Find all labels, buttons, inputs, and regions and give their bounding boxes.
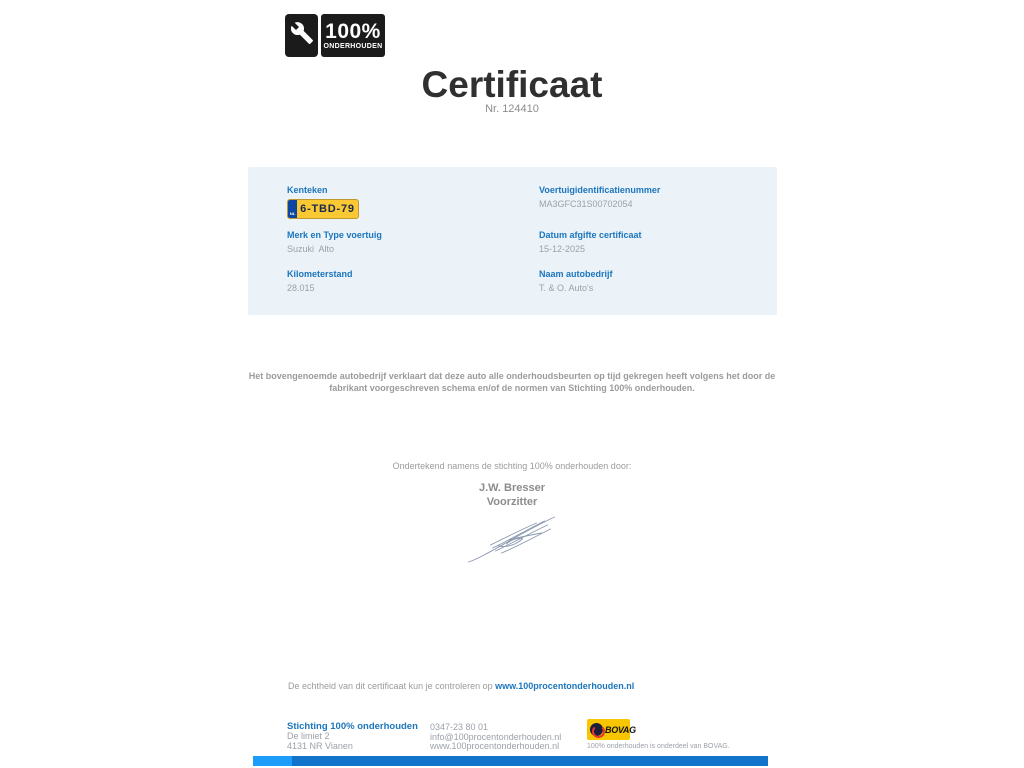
footer-contact-block xyxy=(430,723,561,752)
vin-value: MA3GFC31S00702054 xyxy=(539,199,633,209)
footer-phone: 0347-23 80 01 xyxy=(430,722,489,732)
field-bedrijf xyxy=(539,269,613,293)
field-kenteken xyxy=(287,185,359,219)
kilometerstand-value: 28.015 xyxy=(287,283,315,293)
footer-address-line2: 4131 NR Vianen xyxy=(287,740,353,751)
footer-address-line1: De limiet 2 xyxy=(287,731,330,741)
logo-icon-block xyxy=(285,14,318,57)
datum-label: Datum afgifte certificaat xyxy=(539,230,642,240)
stripe-light-segment xyxy=(253,756,292,766)
signing-intro: Ondertekend namens de stichting 100% onderhouden door: xyxy=(392,461,632,471)
footer-email: info@100procentonderhouden.nl xyxy=(430,731,562,742)
bovag-logo xyxy=(587,719,636,740)
plate-country-code: NL xyxy=(289,211,296,216)
logo-brand-top: 100% xyxy=(325,20,381,43)
datum-value: 15-12-2025 xyxy=(539,244,586,254)
wrench-icon xyxy=(290,21,314,50)
kenteken-label: Kenteken xyxy=(287,185,328,195)
footer-org-block xyxy=(287,722,418,751)
license-plate xyxy=(287,199,359,219)
footer-stripe xyxy=(253,756,768,766)
signer-role: Voorzitter xyxy=(486,496,538,508)
signer-name: J.W. Bresser xyxy=(478,482,546,494)
plate-country-band xyxy=(288,200,297,218)
verification-text: De echtheid van dit certificaat kun je controleren op xyxy=(288,681,496,691)
kilometerstand-label: Kilometerstand xyxy=(287,269,353,279)
vin-label: Voertuigidentificatienummer xyxy=(539,185,661,195)
field-merk xyxy=(287,230,382,254)
vehicle-info-box xyxy=(248,167,777,315)
footer-org-name: Stichting 100% onderhouden xyxy=(287,721,418,732)
field-vin xyxy=(539,185,660,209)
bovag-emblem-icon xyxy=(590,723,603,736)
signature-image xyxy=(465,510,560,565)
bedrijf-value: T. & O. Auto's xyxy=(539,283,594,293)
stripe-dark-segment xyxy=(292,756,768,766)
field-datum xyxy=(539,230,642,254)
bedrijf-label: Naam autobedrijf xyxy=(539,269,613,279)
plate-number: 6-TBD-79 xyxy=(300,203,355,215)
field-kilometerstand xyxy=(287,269,353,293)
certificate-number: Nr. 124410 xyxy=(485,103,539,115)
page-title: Certificaat xyxy=(421,64,603,105)
verification-line xyxy=(288,681,634,691)
verification-link[interactable]: www.100procentonderhouden.nl xyxy=(495,681,635,691)
brand-logo xyxy=(285,14,385,57)
bovag-logo-text: BOVAG xyxy=(605,724,636,735)
bovag-caption: 100% onderhouden is onderdeel van BOVAG. xyxy=(587,743,730,750)
merk-value: Suzuki Alto xyxy=(287,244,335,254)
merk-label: Merk en Type voertuig xyxy=(287,230,382,240)
logo-brand-bottom: ONDERHOUDEN xyxy=(323,43,383,50)
logo-text-block xyxy=(321,14,385,57)
footer-website: www.100procentonderhouden.nl xyxy=(430,741,560,751)
statement-text: Het bovengenoemde autobedrijf verklaart dat deze auto alle onderhoudsbeurten op tijd gekregen heeft volgens het door de fabrikant voorgeschreven schema en/of de normen van Stichting 100% onderhouden. xyxy=(248,371,776,393)
